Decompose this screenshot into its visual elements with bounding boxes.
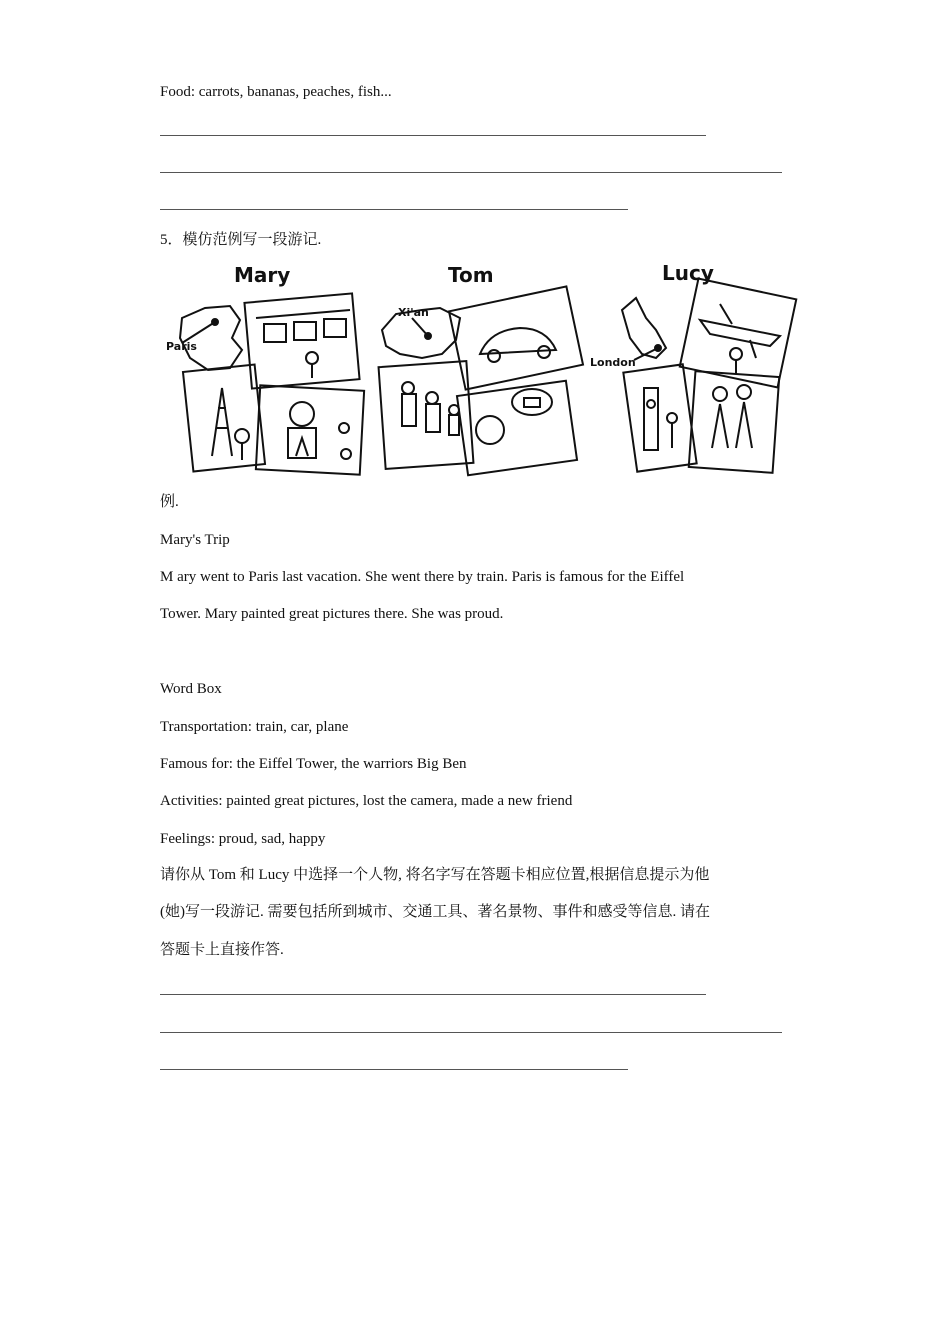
label-xian: Xi'an: [398, 306, 429, 319]
word-box-transportation: Transportation: train, car, plane: [160, 719, 349, 735]
name-lucy: Lucy: [662, 261, 714, 285]
label-london: London: [590, 356, 636, 369]
question-5-heading: 5．模仿范例写一段游记.: [160, 232, 322, 248]
answer-line: [160, 209, 628, 210]
instruction-line: (她)写一段游记. 需要包括所到城市、交通工具、著名景物、事件和感受等信息. 请在: [160, 904, 710, 920]
name-tom: Tom: [448, 263, 494, 287]
new-friend-picture: [689, 371, 779, 473]
big-ben-picture: [623, 364, 696, 471]
example-title: Mary's Trip: [160, 532, 230, 548]
word-box-famous: Famous for: the Eiffel Tower, the warriors Big Ben: [160, 756, 467, 772]
eiffel-picture: [183, 365, 265, 472]
food-line: Food: carrots, bananas, peaches, fish...: [160, 84, 392, 100]
name-mary: Mary: [234, 263, 291, 287]
answer-line: [160, 172, 782, 173]
car-picture: [449, 286, 583, 389]
example-text-line: Tower. Mary painted great pictures there. She was proud.: [160, 606, 504, 622]
instruction-line: 请你从 Tom 和 Lucy 中选择一个人物, 将名字写在答题卡相应位置,根据信息提示为他: [160, 867, 710, 883]
answer-line: [160, 135, 706, 136]
instruction-line: 答题卡上直接作答.: [160, 942, 284, 958]
word-box-activities: Activities: painted great pictures, lost the camera, made a new friend: [160, 793, 573, 809]
trip-illustration: [160, 258, 800, 478]
example-text-line: M ary went to Paris last vacation. She went there by train. Paris is famous for the Eiffel: [160, 569, 685, 585]
label-paris: Paris: [166, 340, 197, 353]
example-label: 例.: [160, 494, 179, 510]
lost-camera-picture: [457, 381, 577, 476]
word-box-title: Word Box: [160, 681, 222, 697]
answer-line: [160, 994, 706, 995]
answer-line: [160, 1032, 782, 1033]
answer-line: [160, 1069, 628, 1070]
word-box-feelings: Feelings: proud, sad, happy: [160, 831, 326, 847]
